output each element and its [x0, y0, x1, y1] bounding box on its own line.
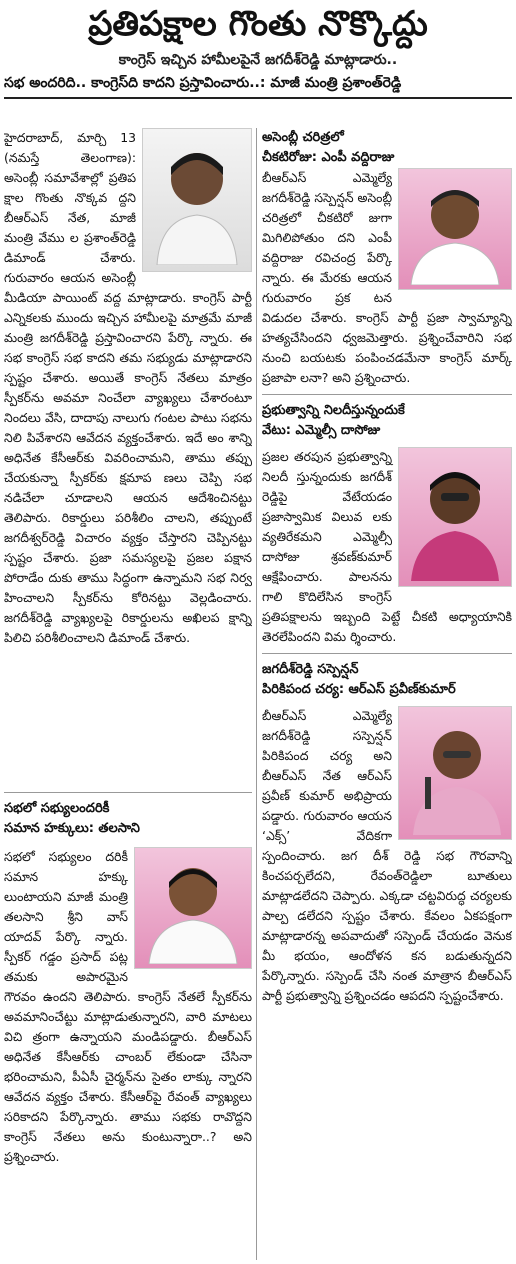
talasani-story: [4, 799, 252, 1167]
praveen-text: బీఆర్‌ఎస్ ఎమ్మెల్యే జగదీశ్‌రెడ్డి సస్పెన్షన్ పిరికిపంద చర్య అని బీఆర్‌ఎస్ నేత ఆర్‌ఎస్ ప్రవీణ్ కుమార్ అభిప్రాయ పడ్డారు. గురువారం ఆయన ‘ఎక్స్’ వేదికగా స్పందించారు. జగ దీశ్ రెడ్డి సభ గౌరవాన్ని కించపర్చలేదని, రేవంత్‌రెడ్డిలా బూతులు మాట్లాడలేదని చెప్పారు. ఎక్కడా చట్టవిరుద్ధ చర్యలకు పాల్ప డలేదని స్పష్టం చేశారు. కేవలం ఏకపక్షంగా మాట్లాడారన్న అపవాదుతో సస్పెండ్ చేయడం వెనుక మీ భయం, ఆందోళన కన బడుతున్నదని పేర్కొన్నారు. సస్పెండ్ చేసి నంత మాత్రాన బీఆర్‌ఎస్ పార్టీ ప్రభుత్వాన్ని ప్రశ్నించడం ఆపదని స్పష్టంచేశారు.: [262, 708, 512, 1003]
person-portrait-icon: [407, 453, 503, 581]
praveen-photo: [398, 706, 512, 840]
article-columns: [4, 128, 512, 1260]
talasani-photo: [134, 847, 252, 969]
dasoju-photo: [398, 447, 512, 587]
headline-divider: [4, 97, 512, 99]
vaddiraju-story: [262, 128, 512, 388]
story-divider: [262, 653, 512, 654]
person-portrait-icon: [407, 173, 503, 285]
dasoju-text: ప్రజల తరపున ప్రభుత్వాన్ని నిలదీ స్తున్నందుకు జగదీశ్ రెడ్డిపై వేటేయడం ప్రజాస్వామిక విలువ లకు వ్యతిరేకమని ఎమ్మెల్సీ దాసోజు శ్రవణ్‌కుమార్ ఆక్షేపించారు. పాలనను గాలి కొదిలేసిన కాంగ్రెస్ ప్రతిపక్షాలను ఇబ్బంది పెట్టే చీకటి అధ్యాయానికి తెరలేపిందని విమ ర్శించారు.: [262, 449, 512, 644]
story-divider: [4, 792, 252, 793]
person-portrait-icon: [145, 852, 241, 964]
story-divider: [262, 394, 512, 395]
praveen-heading: జగదీశ్‌రెడ్డి సస్పెన్షన్ పిరికిపంద చర్య: ఆర్‌ఎస్ ప్రవీణ్‌కుమార్: [262, 662, 456, 697]
praveen-story: [262, 660, 512, 1006]
vaddiraju-text: బీఆర్‌ఎస్ ఎమ్మెల్యే జగదీశ్‌రెడ్డి సస్పెన్షన్ అసెంబ్లీ చరిత్రలో చీకటిరో జుగా మిగిలిపోతుం దని ఎంపీ వద్దిరాజు రవిచంద్ర పేర్కొ న్నారు. ఈ మేరకు ఆయన గురువారం ప్రక టన విడుదల చేశారు. కాంగ్రెస్ పార్టీ ప్రజా స్వామ్యాన్ని హత్యచేసిందని ధ్వజమెత్తారు. ప్రశ్నించేవారిని సభ నుంచి బయటకు పంపించడమేనా కాంగ్రెస్ మార్క్ ప్రజాపా లనా? అని ప్రశ్నించారు.: [262, 170, 512, 385]
dasoju-heading: ప్రభుత్వాన్ని నిలదీస్తున్నందుకే వేటు: ఎమ్మెల్సీ దాసోజు: [262, 403, 405, 438]
prashanth-reddy-story: [4, 128, 252, 786]
vaddiraju-photo: [398, 168, 512, 290]
talasani-heading: సభలో సభ్యులందరికీ సమాన హక్కులు: తలసాని: [4, 801, 140, 836]
prashanth-reddy-text: హైదరాబాద్, మార్చి 13 (నమస్తే తెలంగాణ): అసెంబ్లీ సమావేశాల్లో ప్రతిప క్షాల గొంతు నొక్కవ ద్దని బీఆర్‌ఎస్ నేత, మాజీ మంత్రి వేము ల ప్రశాంత్‌రెడ్డి డిమాండ్ చేశారు. గురువారం ఆయన అసెంబ్లీ మీడియా పాయింట్ వద్ద మాట్లాడారు. కాంగ్రెస్ పార్టీ ఎన్నికలకు ముందు ఇచ్చిన హామీలపై మాత్రమే మాజీ మంత్రి జగదీశ్‌రెడ్డి ప్రస్తావించారని పేర్కొ న్నారు. ఈ సభ కాంగ్రెస్ సభ కాదని తమ సభ్యుడు మాట్లాడారని స్పష్టం చేశారు. అయితే కాంగ్రెస్ నేతలు మాత్రం స్పీకర్‌ను అవమా నించేలా వ్యాఖ్యలు చేశారంటూ నిందలు వేసి, దాదాపు నాలుగు గంటల పాటు సభను నిలి పివేశారని ఆవేదన వ్యక్తంచేశారు. ఇదే అం శాన్ని అధినేత కేసీఆర్‌కు వివరించామని, తాము తప్పు చేయకున్నా స్పీకర్‌కు క్షమాప ణలు చెప్పి సభ నడిచేలా చూడాలని ఆయన ఆదేశించినట్టు తెలిపారు. రికార్డులు పరిశీలిం చాలని, తప్పుంటే జగదీశ్వర్‌రెడ్డి విచారం వ్యక్తం చేస్తారని చెప్పినట్టు స్పష్టం చేశారు. ప్రజా సమస్యలపై ప్రజల పక్షాన పోరాడేం దుకు తాము సిద్ధంగా ఉన్నామని సభ నిర్వ హించాలని స్పీకర్‌ను కోరినట్టు వెల్లడించారు. జగదీశ్‌రెడ్డి వ్యాఖ్యలపై రికార్డులను అఖిలప క్షాన్ని పిలిచి పరిశీలించాలని డిమాండ్ చేశారు.: [4, 130, 252, 645]
person-portrait-icon: [407, 711, 503, 835]
column-divider: [256, 128, 257, 1260]
subheadline-secondary: సభ అందరిది.. కాంగ్రెస్‌ది కాదని ప్రస్తావించారు..: మాజీ మంత్రి ప్రశాంత్‌రెడ్డి: [4, 75, 402, 91]
person-portrait-icon: [152, 135, 242, 265]
left-column: [4, 128, 252, 1260]
headline: ప్రతిపక్షాల గొంతు నొక్కొద్దు: [88, 4, 428, 44]
prashanth-reddy-photo: [142, 128, 252, 272]
vaddiraju-heading: అసెంబ్లీ చరిత్రలో చీకటిరోజు: ఎంపీ వద్దిరాజు: [262, 130, 395, 165]
dasoju-story: [262, 401, 512, 647]
right-column: [262, 128, 512, 1260]
subheadline-primary: కాంగ్రెస్ ఇచ్చిన హామీలపైనే జగదీశ్‌రెడ్డి మాట్లాడారు..: [118, 52, 398, 68]
talasani-text: సభలో సభ్యులం దరికీ సమాన హక్కు లుంటాయని మాజీ మంత్రి తలసాని శ్రీని వాస్ యాదవ్ పేర్కొ న్నారు. స్పీకర్ గడ్డం ప్రసాద్ పట్ల తమకు అపారమైన గౌరవం ఉందని తెలిపారు. కాంగ్రెస్ నేతలే స్పీకర్‌ను అవమానించేట్టు మాట్లాడుతున్నారని, వారి మాటలు విచి త్రంగా ఉన్నాయని మండిపడ్డారు. బీఆర్‌ఎస్ అధినేత కేసీఆర్‌కు చాంబర్ లేకుండా చేసినా భరించామని, పీఏసీ చైర్మన్‌ను సైతం లాక్కు న్నారని ఆవేదన వ్యక్తం చేశారు. కేసీఆర్‌పై రేవంత్ వ్యాఖ్యలు సరికాదని పేర్కొన్నారు. తాము సభకు రావొద్దని కాంగ్రెస్ నేతలు అను కుంటున్నారా..? అని ప్రశ్నించారు.: [4, 849, 252, 1164]
